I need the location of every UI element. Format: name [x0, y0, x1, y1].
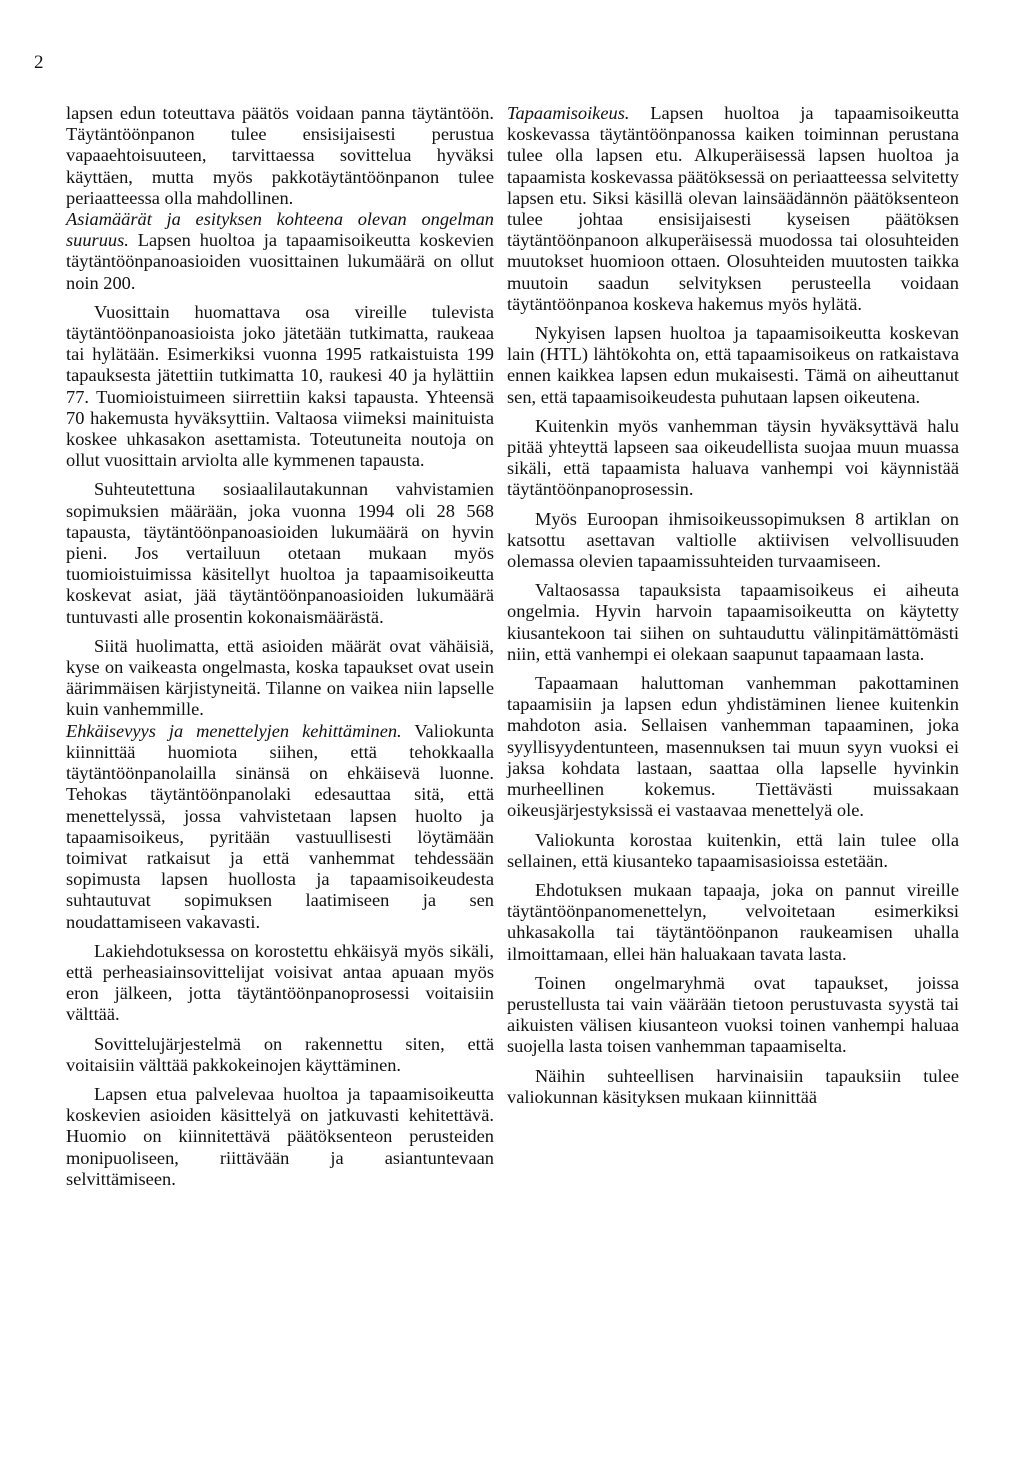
paragraph: Kuitenkin myös vanhemman täysin hyväksyttävä halu pitää yhteyttä lapseen saa oikeudellista suojaa muun muassa sikäli, että tapaamista haluava vanhempi voi käynnistää täytäntöönpanoprosessin. [507, 415, 959, 500]
paragraph: Siitä huolimatta, että asioiden määrät ovat vähäisiä, kyse on vaikeasta ongelmasta, koska tapaukset ovat usein äärimmäisen kärjistyneitä. Tilanne on vaikea niin lapselle kuin vanhemmille. [66, 635, 494, 720]
paragraph: Valtaosassa tapauksista tapaamisoikeus ei aiheuta ongelmia. Hyvin harvoin tapaamisoikeutta on käytetty kiusantekoon tai siihen on suhtauduttu välinpitämättömästi niin, että vanhempi ei olekaan saapunut tapaamaan lasta. [507, 580, 959, 664]
left-column [66, 103, 494, 1190]
paragraph: Asiamäärät ja esityksen kohteena olevan ongelman suuruus. Lapsen huoltoa ja tapaamisoikeutta koskevien täytäntöönpanoasioiden vuosittainen lukumäärä on ollut noin 200. [66, 209, 494, 293]
paragraph: Ehdotuksen mukaan tapaaja, joka on pannut vireille täytäntöönpanomenettelyn, velvoitetaan esimerkiksi uhkasakolla tai täytäntöönpanon raukeamisen uhalla ilmoittamaan, ellei hän haluakaan tavata lasta. [507, 879, 959, 964]
page-number: 2 [34, 52, 44, 73]
paragraph: Toinen ongelmaryhmä ovat tapaukset, joissa perustellusta tai vain väärään tietoon perustuvasta syystä tai aikuisten välisen kiusanteon vuoksi toinen vanhempi haluaa suojella lasta toisen vanhemman tapaamiselta. [507, 972, 959, 1057]
paragraph: Lakiehdotuksessa on korostettu ehkäisyä myös sikäli, että perheasiainsovittelijat voisivat antaa apuaan myös eron jälkeen, jotta täytäntöönpanoprosessi voitaisiin välttää. [66, 940, 494, 1025]
paragraph: Tapaamaan haluttoman vanhemman pakottaminen tapaamisiin ja lapsen edun yhdistäminen lienee kuitenkin mahdoton asia. Sellaisen vanhemman tapaaminen, joka syyllisyydentunteen, masennuksen tai muun syyn vuoksi ei jaksa kohdata lastaan, saattaa olla lapselle hyvinkin murheellinen kokemus. Tiettävästi muissakaan oikeusjärjestyksissä ei vastaavaa menettelyä ole. [507, 673, 959, 821]
paragraph: Suhteutettuna sosiaalilautakunnan vahvistamien sopimuksien määrään, joka vuonna 1994 oli 28 568 tapausta, täytäntöönpanoasioiden lukumäärä on hyvin pieni. Jos vertailuun otetaan mukaan myös tuomioistuimissa käsitellyt huoltoa ja tapaamisoikeutta koskevat asiat, jää täytäntöönpanoasioiden lukumäärä tuntuvasti alle prosentin kokonaismäärästä. [66, 479, 494, 627]
paragraph: Sovittelujärjestelmä on rakennettu siten, että voitaisiin välttää pakkokeinojen käyttäminen. [66, 1033, 494, 1075]
paragraph: Nykyisen lapsen huoltoa ja tapaamisoikeutta koskevan lain (HTL) lähtökohta on, että tapaamisoikeus on ratkaistava ennen kaikkea lapsen edun mukaisesti. Tämä on aiheuttanut sen, että tapaamisoikeudesta puhutaan lapsen oikeutena. [507, 323, 959, 407]
paragraph: Tapaamisoikeus. Lapsen huoltoa ja tapaamisoikeutta koskevassa täytäntöönpanossa kaiken toiminnan perustana tulee olla lapsen etu. Alkuperäisessä lapsen huoltoa ja tapaamista koskevassa päätöksessä on periaatteessa selvitetty lapsen etu. Siksi käsillä olevan lainsäädännön päätöksenteon tulee johtaa ensisijaisesti kyseisen päätöksen täytäntöönpanoon alkuperäisessä muodossa tai olosuhteiden muutokset huomioon ottaen. Olosuhteiden muutosten taikka muutoin saadun selvityksen perusteella voidaan täytäntöönpanoa koskeva hakemus myös hylätä. [507, 103, 959, 314]
section-heading: Ehkäisevyys ja menettelyjen kehittäminen. [66, 720, 402, 741]
paragraph: lapsen edun toteuttava päätös voidaan panna täytäntöön. Täytäntöönpanon tulee ensisijaisesti perustua vapaaehtoisuuteen, tarvittaessa sovittelua hyväksi käyttäen, mutta myös pakkotäytäntöönpanon tulee periaatteessa olla mahdollinen. [66, 103, 494, 208]
paragraph: Myös Euroopan ihmisoikeussopimuksen 8 artiklan on katsottu asettavan valtiolle aktiivisen velvollisuuden olemassa olevien tapaamissuhteiden turvaamiseen. [507, 508, 959, 572]
section-heading: Asiamäärät ja esityksen kohteena olevan ongelman suuruus. [66, 209, 494, 251]
paragraph: Vuosittain huomattava osa vireille tulevista täytäntöönpanoasioista joko jätetään tutkimatta, raukeaa tai hylätään. Esimerkiksi vuonna 1995 ratkaistuista 199 tapauksesta jätettiin tutkimatta 10, raukesi 40 ja hylättiin 77. Tuomioistuimeen siirrettiin kaksi tapausta. Yhteensä 70 hakemusta hyväksyttiin. Valtaosa viimeksi mainituista koskee uhkasakon asettamista. Toteutuneita noutoja on ollut vuosittain arviolta alle kymmenen tapausta. [66, 301, 494, 471]
paragraph: Ehkäisevyys ja menettelyjen kehittäminen. Valiokunta kiinnittää huomiota siihen, että tehokkaalla täytäntöönpanolailla sinänsä on ehkäisevä luonne. Tehokas täytäntöönpanolaki edesauttaa sitä, että menettelyssä, jossa vahvistetaan lapsen huolto ja tapaamisoikeus, pyritään vastuullisesti löytämään toimivat ratkaisut ja että vanhemmat tehdessään sopimusta lapsen huollosta ja tapaamisoikeudesta suhtautuvat sopimuksen laatimiseen ja sen noudattamiseen vakavasti. [66, 720, 494, 932]
section-heading: Tapaamisoikeus. [507, 103, 630, 123]
paragraph: Lapsen etua palvelevaa huoltoa ja tapaamisoikeutta koskevien asioiden käsittelyä on jatkuvasti kehitettävä. Huomio on kiinnitettävä päätöksenteon perusteiden monipuoliseen, riittävään ja asiantuntevaan selvittämiseen. [66, 1083, 494, 1189]
right-column [507, 103, 959, 1108]
paragraph: Valiokunta korostaa kuitenkin, että lain tulee olla sellainen, että kiusanteko tapaamisasioissa estetään. [507, 829, 959, 871]
paragraph: Näihin suhteellisen harvinaisiin tapauksiin tulee valiokunnan käsityksen mukaan kiinnittää [507, 1065, 959, 1107]
